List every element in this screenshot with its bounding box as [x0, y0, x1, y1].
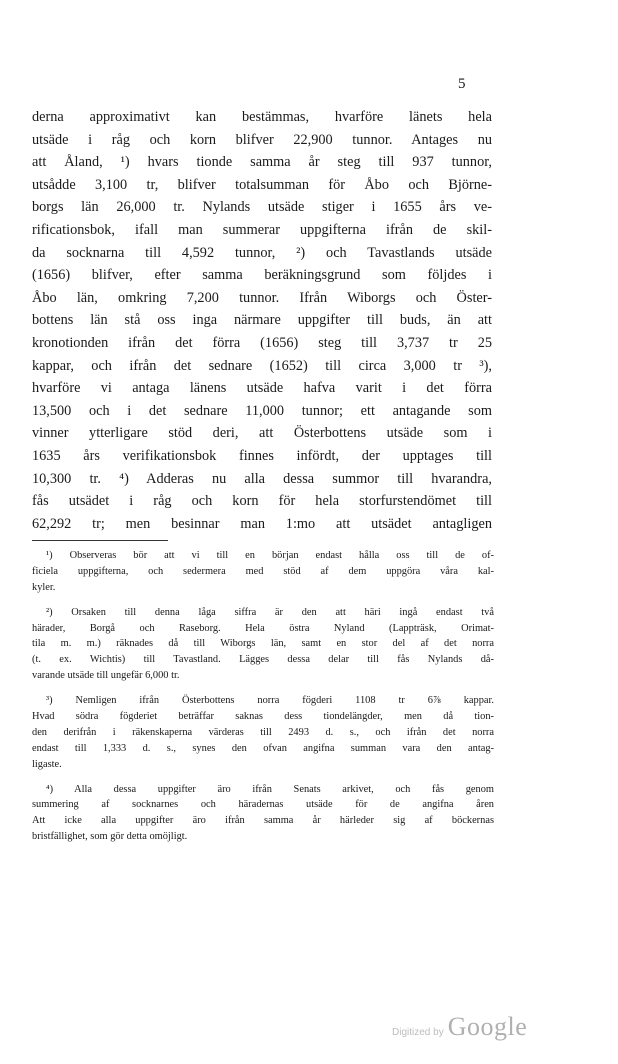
body-line: fås utsädet i råg och korn för hela storfurstendömet till — [32, 493, 492, 510]
body-line: vinner ytterligare stöd deri, att Österbottens utsäde som i — [32, 425, 492, 442]
footnote-line: härader, Borgå och Raseborg. Hela östra Nyland (Lappträsk, Orimat- — [32, 622, 494, 634]
footnote-line: kyler. — [32, 581, 56, 593]
digitized-watermark — [392, 1012, 527, 1042]
footnote-line: ligaste. — [32, 758, 62, 770]
footnote-line: ⁴) Alla dessa uppgifter äro ifrån Senats arkivet, och fås genom — [46, 783, 494, 795]
body-line: (1656) blifver, efter samma beräkningsgrund som följdes i — [32, 267, 492, 284]
footnote-2 — [32, 605, 494, 684]
watermark-prefix: Digitized by — [392, 1027, 444, 1038]
footnote-divider — [32, 540, 168, 541]
footnote-line: ficiela uppgifterna, och sedermera med stöd af dem uppgöra våra kal- — [32, 565, 494, 577]
footnote-line: ²) Orsaken till denna låga siffra är den att häri ingå endast två — [46, 606, 494, 618]
footnote-line: ¹) Observeras bör att vi till en början endast hålla oss till de of- — [46, 550, 494, 561]
body-line: kappar, och ifrån det sednare (1652) till circa 3,000 tr ³), — [32, 357, 492, 374]
footnotes — [32, 548, 494, 854]
body-text — [32, 106, 492, 535]
footnote-4 — [32, 782, 494, 846]
footnote-line: tila m. m.) räknades då till Wiborgs län, samt en stor del af det norra — [32, 638, 494, 650]
google-logo: Google — [447, 1012, 528, 1041]
body-line: utsäde i råg och korn blifver 22,900 tunnor. Antages nu — [32, 131, 492, 148]
footnote-1 — [32, 548, 494, 596]
body-line: utsådde 3,100 tr, blifver totalsumman för Åbo och Björne- — [32, 176, 492, 193]
body-line: bottens län stå oss inga närmare uppgifter till buds, än att — [32, 312, 492, 329]
footnote-line: Hvad södra fögderiet beträffar saknas dess tiondelängder, men då tion- — [32, 711, 494, 723]
body-line: derna approximativt kan bestämmas, hvarföre länets hela — [32, 109, 492, 125]
body-line: att Åland, ¹) hvars tionde samma år steg till 937 tunnor, — [32, 154, 492, 171]
footnote-line: Att icke alla uppgifter äro ifrån samma år härleder sig af böckernas — [32, 815, 494, 827]
footnote-line: den derifrån i räkenskaperna värderas till 2493 d. s., och ifrån det norra — [32, 726, 494, 738]
footnote-line: ³) Nemligen ifrån Österbottens norra fögderi 1108 tr 6⅞ kappar. — [46, 695, 494, 707]
body-line: 10,300 tr. ⁴) Adderas nu alla dessa summor till hvarandra, — [32, 470, 492, 487]
body-line: Åbo län, omkring 7,200 tunnor. Ifrån Wiborgs och Öster- — [32, 289, 492, 306]
footnote-line: bristfällighet, som gör detta omöjligt. — [32, 831, 188, 843]
body-line: 1635 års verifikationsbok finnes infördt, der upptages till — [32, 447, 492, 464]
footnote-line: varande utsäde till ungefär 6,000 tr. — [32, 670, 180, 682]
body-line: da socknarna till 4,592 tunnor, ²) och Tavastlands utsäde — [32, 244, 492, 261]
footnote-line: (t. ex. Wichtis) till Tavastland. Lägges dessa delar till fås Nylands då- — [32, 654, 494, 666]
body-line: rificationsbok, ifall man summerar uppgifterna ifrån de skil- — [32, 221, 492, 238]
page-number: 5 — [458, 76, 466, 92]
body-line: borgs län 26,000 tr. Nylands utsäde stiger i 1655 års ve- — [32, 199, 492, 216]
body-line: 62,292 tr; men besinnar man 1:mo att utsädet antagligen — [32, 515, 492, 532]
body-line: hvarföre vi antaga länens utsäde hafva varit i det förra — [32, 380, 492, 397]
footnote-line: endast till 1,333 d. s., synes den ofvan angifna summan vara den antag- — [32, 742, 494, 754]
footnote-3 — [32, 693, 494, 772]
footnote-line: summering af socknarnes och häradernas utsäde för de angifna åren — [32, 799, 494, 811]
body-line: 13,500 och i det sednare 11,000 tunnor; ett antagande som — [32, 402, 492, 419]
body-line: kronotionden ifrån det förra (1656) steg till 3,737 tr 25 — [32, 334, 492, 351]
